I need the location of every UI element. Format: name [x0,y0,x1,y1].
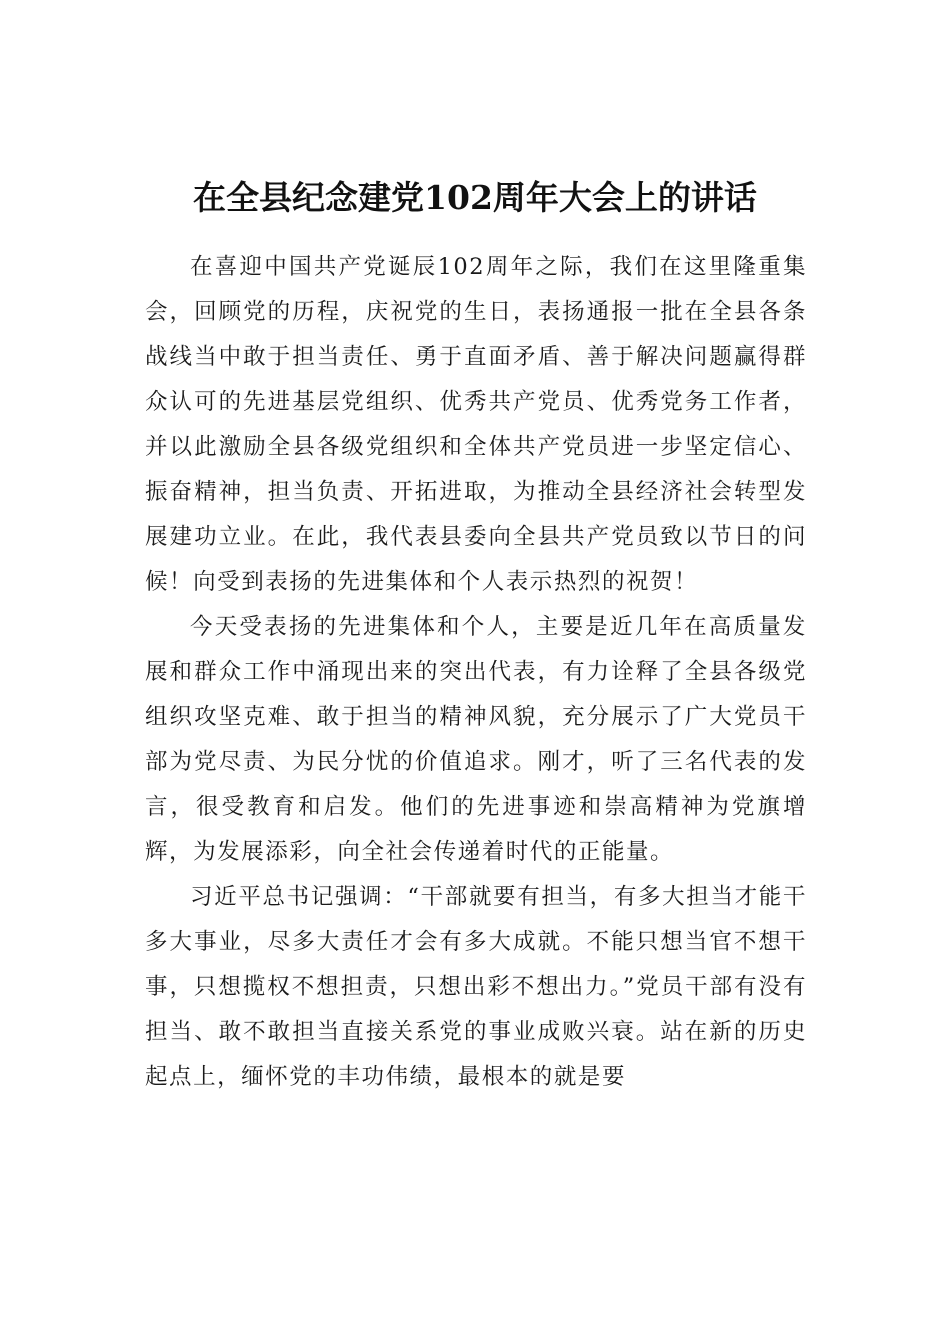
paragraph-1: 在喜迎中国共产党诞辰102周年之际，我们在这里隆重集会，回顾党的历程，庆祝党的生日，表扬通报一批在全县各条战线当中敢于担当责任、勇于直面矛盾、善于解决问题赢得群众认可的先进基层党组织、优秀共产党员、优秀党务工作者，并以此激励全县各级党组织和全体共产党员进一步坚定信心、振奋精神，担当负责、开拓进取，为推动全县经济社会转型发展建功立业。在此，我代表县委向全县共产党员致以节日的问候！向受到表扬的先进集体和个人表示热烈的祝贺！ [145,254,807,595]
paragraph-2: 今天受表扬的先进集体和个人，主要是近几年在高质量发展和群众工作中涌现出来的突出代表，有力诠释了全县各级党组织攻坚克难、敢于担当的精神风貌，充分展示了广大党员干部为党尽责、为民分忧的价值追求。刚才，听了三名代表的发言，很受教育和启发。他们的先进事迹和崇高精神为党旗增辉，为发展添彩，向全社会传递着时代的正能量。 [145,614,807,865]
document-title: 在全县纪念建党102周年大会上的讲话 [193,178,757,217]
document-body [145,245,807,1100]
paragraph-3: 习近平总书记强调：“干部就要有担当，有多大担当才能干多大事业，尽多大责任才会有多大成就。不能只想当官不想干事，只想揽权不想担责，只想出彩不想出力。”党员干部有没有担当、敢不敢担当直接关系党的事业成败兴衰。站在新的历史起点上，缅怀党的丰功伟绩，最根本的就是要 [145,884,807,1090]
